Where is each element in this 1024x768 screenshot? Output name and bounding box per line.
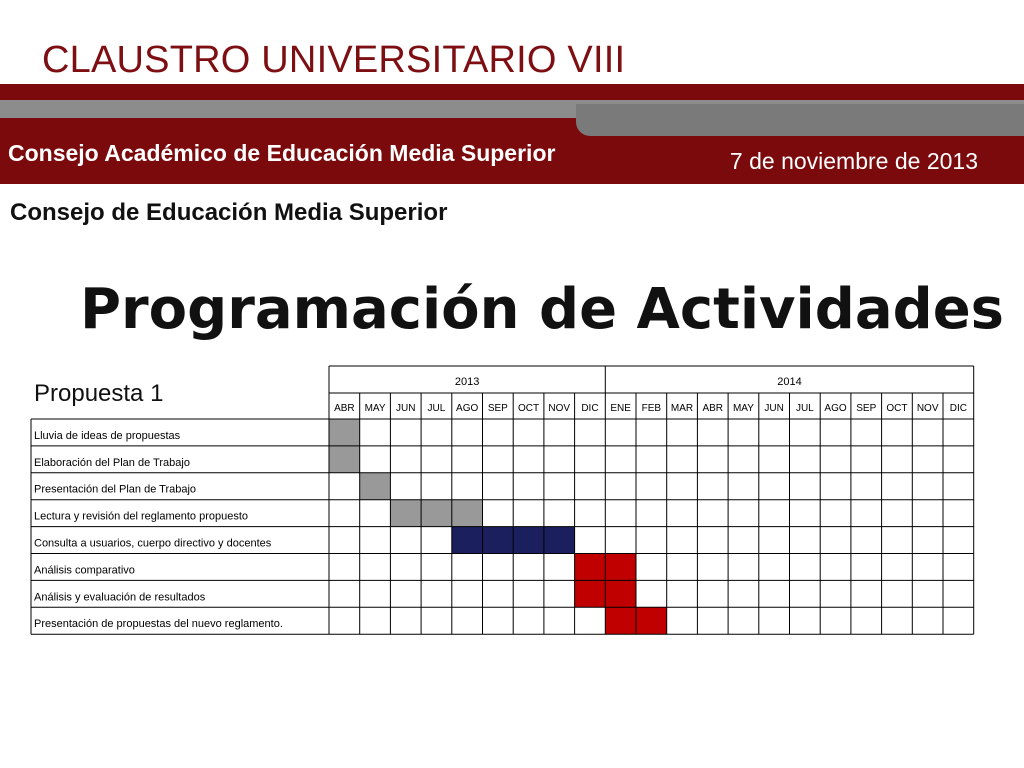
- month-label: OCT: [517, 403, 540, 414]
- activity-bar-cell: [360, 473, 391, 500]
- activity-bar-cell: [605, 580, 636, 607]
- activity-bar-cell: [605, 554, 636, 581]
- month-label: JUN: [764, 403, 784, 414]
- activity-bar-cell: [544, 527, 575, 554]
- month-label: DIC: [581, 403, 599, 414]
- month-label: OCT: [886, 403, 908, 414]
- month-label: JUL: [427, 403, 446, 414]
- proposal-label: Propuesta 1: [34, 380, 164, 407]
- header-subtitle: Consejo Académico de Educación Media Superior: [8, 140, 556, 166]
- activity-label: Lluvia de ideas de propuestas: [34, 429, 181, 442]
- activity-label: Lectura y revisión del reglamento propuesto: [34, 510, 249, 523]
- year-label: 2014: [777, 376, 802, 388]
- activity-label: Análisis y evaluación de resultados: [34, 591, 206, 604]
- year-label: 2013: [454, 376, 480, 388]
- month-label: NOV: [916, 403, 939, 414]
- activity-bar-cell: [513, 527, 544, 554]
- activity-label: Presentación del Plan de Trabajo: [34, 483, 197, 496]
- month-label: AGO: [456, 403, 479, 414]
- month-label: MAR: [670, 403, 694, 414]
- month-label: JUN: [396, 403, 416, 414]
- organization-name: Consejo de Educación Media Superior: [10, 199, 448, 226]
- month-label: SEP: [856, 403, 877, 414]
- header-date: 7 de noviembre de 2013: [729, 148, 978, 174]
- gantt-labels: [34, 376, 967, 630]
- month-label: MAY: [364, 403, 386, 414]
- month-label: ENE: [610, 403, 631, 414]
- activity-label: Elaboración del Plan de Trabajo: [34, 456, 190, 469]
- month-label: DIC: [949, 403, 967, 414]
- month-label: SEP: [487, 403, 508, 414]
- presentation-title: CLAUSTRO UNIVERSITARIO VIII: [42, 39, 626, 81]
- month-label: AGO: [824, 403, 847, 414]
- activity-bar-cell: [329, 446, 360, 473]
- activity-bar-cell: [390, 500, 421, 527]
- month-label: MAY: [732, 403, 754, 414]
- month-label: JUL: [795, 403, 814, 414]
- month-label: NOV: [548, 403, 571, 414]
- month-label: FEB: [641, 403, 662, 414]
- activity-bar-cell: [421, 500, 452, 527]
- activity-bar-cell: [575, 580, 606, 607]
- month-label: ABR: [702, 403, 724, 414]
- slide-title: Programación de Actividades: [79, 277, 1005, 342]
- activity-bar-cell: [605, 607, 636, 634]
- activity-bar-cell: [452, 527, 483, 554]
- month-label: ABR: [334, 403, 355, 414]
- activity-bar-cell: [636, 607, 667, 634]
- activity-bar-cell: [483, 527, 514, 554]
- activity-label: Presentación de propuestas del nuevo reglamento.: [34, 618, 283, 631]
- activity-bar-cell: [575, 554, 606, 581]
- activity-bar-cell: [452, 500, 483, 527]
- activity-label: Consulta a usuarios, cuerpo directivo y docentes: [34, 537, 272, 550]
- activity-bar-cell: [329, 419, 360, 446]
- activity-label: Análisis comparativo: [34, 564, 135, 577]
